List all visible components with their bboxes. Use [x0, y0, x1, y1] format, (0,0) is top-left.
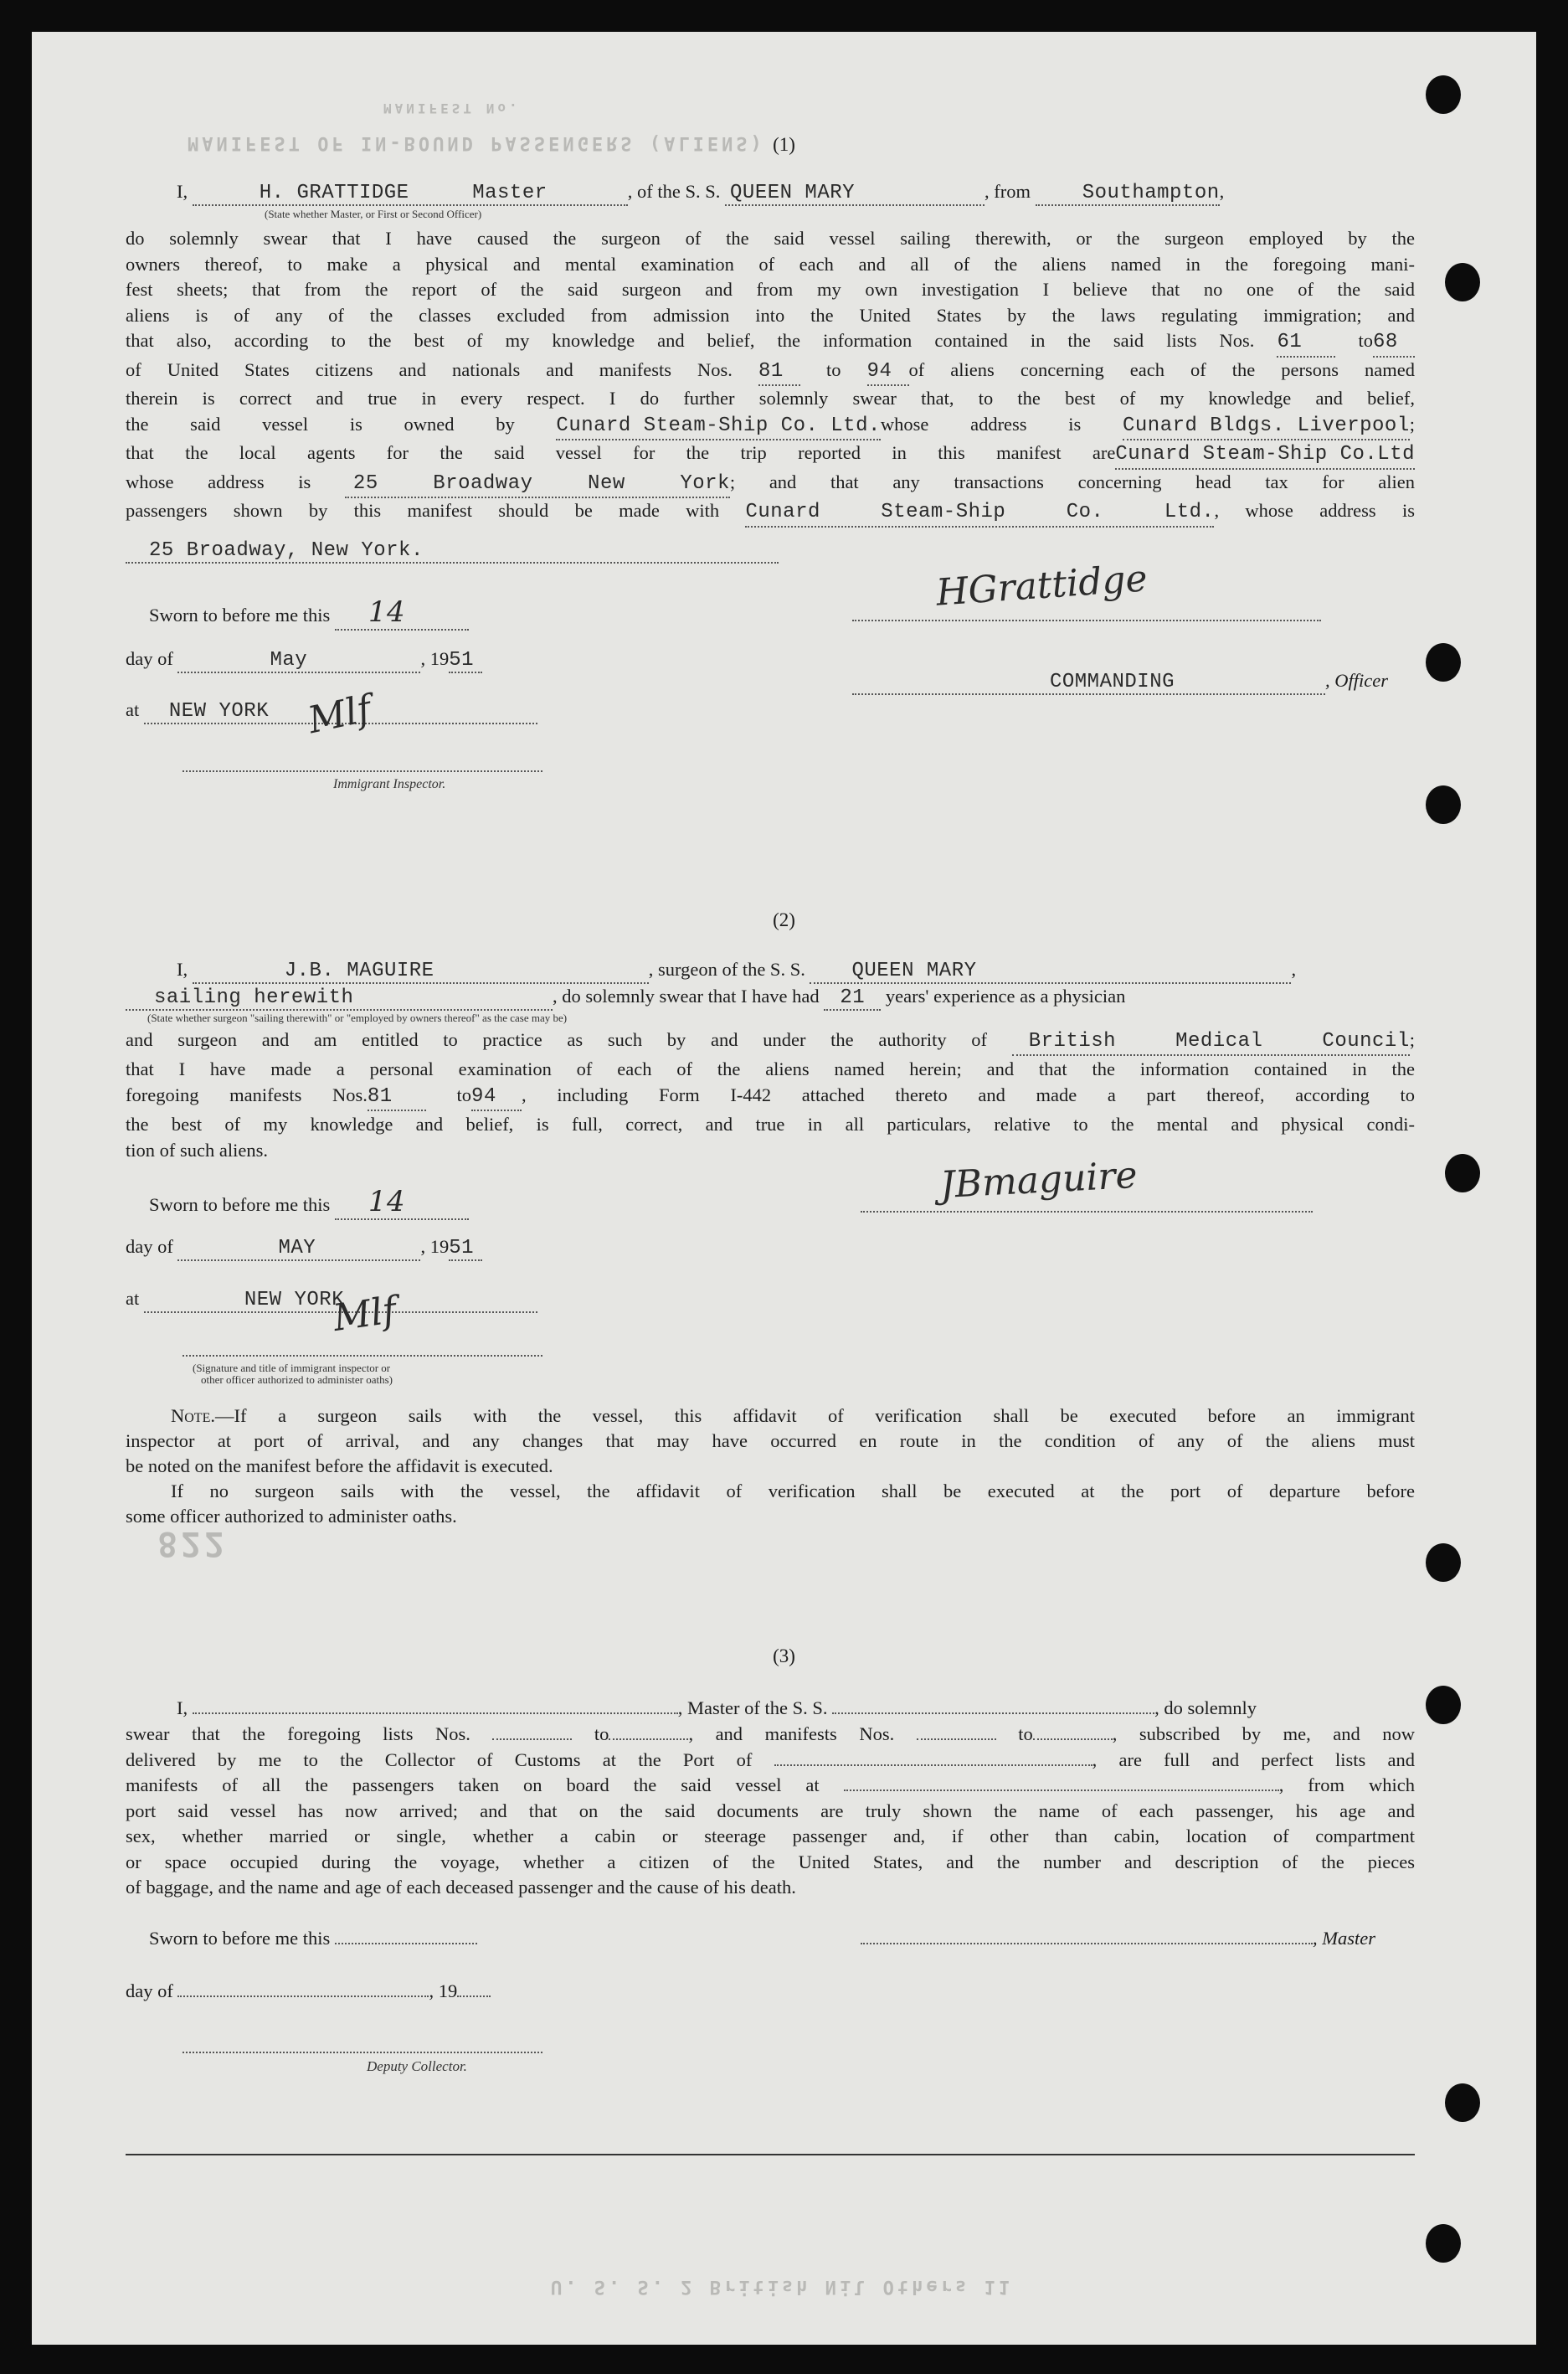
officer-label: , Officer: [1325, 670, 1388, 691]
manifests-to: 94: [866, 359, 892, 383]
s2-manifests-from: 81: [367, 1085, 393, 1108]
punch-hole: [1426, 1686, 1461, 1724]
s1-at-line: at NEW YORK: [126, 699, 537, 724]
punch-hole: [1426, 785, 1461, 824]
s2-note: Note.—If a surgeon sails with the vessel, this affidavit of verification shall be executed before an immigrant inspector at port of arrival, and any changes that may have occurred en route in the condition of any of the aliens must be noted on the manifest before the affidavit is executed. If no surgeon sails with the vessel, the affidavit of verification shall be executed at the port of departure before some officer authorized to administer oaths.: [126, 1405, 1415, 1527]
s1-inspector-signature: Mlf: [304, 687, 375, 743]
master-name: H. GRATTIDGE: [259, 182, 409, 204]
section-3-number: (3): [773, 1645, 795, 1666]
punch-hole: [1426, 643, 1461, 682]
master-signature: HGrattidge: [934, 557, 1149, 615]
s2-year: 51: [449, 1237, 475, 1259]
s2-sig-note-1: (Signature and title of immigrant inspector or: [193, 1362, 391, 1374]
head-tax-party: Cunard Steam-Ship Co. Ltd.: [745, 501, 1215, 523]
agent-address: 25 Broadway New York: [352, 471, 730, 495]
years-experience: 21: [840, 986, 866, 1009]
s2-sailing-note: (State whether surgeon "sailing therewith" or "employed by owners thereof" as the case may be): [147, 1012, 568, 1024]
practice-authority: British Medical Council: [1028, 1030, 1410, 1053]
s1-tax-address: [126, 538, 779, 564]
s2-manifests-to: 94: [471, 1085, 496, 1108]
s1-sworn-day: 14: [368, 595, 406, 629]
sailing-status: sailing herewith: [154, 986, 354, 1009]
s2-at-line: at NEW YORK: [126, 1288, 537, 1313]
surgeon-signature: JBmaguire: [938, 1153, 1139, 1208]
punch-hole: [1445, 263, 1480, 301]
s2-inspector-signature: Mlf: [330, 1288, 399, 1341]
vessel-owner: Cunard Steam-Ship Co. Ltd.: [556, 414, 881, 437]
s1-day-line: day of May , 1951: [126, 648, 482, 673]
officer-rank: COMMANDING: [1049, 671, 1175, 693]
s1-sworn-line: Sworn to before me this 14: [149, 595, 469, 631]
s2-ship-name: QUEEN MARY: [851, 960, 977, 982]
owner-address: Cunard Bldgs. Liverpool: [1122, 414, 1410, 437]
local-agent: Cunard Steam-Ship Co.Ltd: [1115, 443, 1415, 466]
s2-month: MAY: [278, 1237, 316, 1259]
s1-place: NEW YORK: [168, 700, 270, 723]
s1-paragraph: do solemnly swear that I have caused the surgeon of the said vessel sailing therewith, or the surgeon employed by the owners thereof, to make a physical and mental examination of each and all of the aliens named in the foregoing mani- fest sheets; that from the report of the said surgeon and from my own investigation I believe that no one of the said aliens is of any of the classes excluded from admission into the United States by the laws regulating immigration; and that also, according to the best of my knowledge and belief, the information contained in the said lists Nos. 61 to68 of United States citizens and nationals and manifests Nos. 81 to 94 of aliens concerning each of the persons named therein is correct and true in every respect. I do further solemnly swear that, to the best of my knowledge and belief, the said vessel is owned by Cunard Steam-Ship Co. Ltd.whose address is Cunard Bldgs. Liverpool; that the local agents for the said vessel for the trip reported in this manifest areCunard Steam-Ship Co.Ltd whose address is 25 Broadway New York; and that any transactions concerning head tax for alien passengers shown by this manifest should be made with Cunard Steam-Ship Co. Ltd., whose address is: [126, 226, 1415, 528]
surgeon-name: J.B. MAGUIRE: [284, 960, 434, 982]
master-title: Master: [472, 182, 548, 204]
section-2-number: (2): [773, 909, 795, 930]
punch-hole: [1426, 75, 1461, 114]
s1-month: May: [270, 649, 308, 672]
s1-inspector-label: Immigrant Inspector.: [333, 777, 446, 791]
punch-hole: [1426, 2224, 1461, 2263]
s1-line-1: I, H. GRATTIDGE Master , of the S. S. QUEEN MARY , from Southampton,: [177, 181, 1225, 204]
bleed-through-text: U. S. S. 2 British Nil Others 11: [551, 2276, 1013, 2297]
s2-sig-note-2: other officer authorized to administer oaths): [201, 1373, 393, 1386]
manifests-from: 81: [758, 359, 784, 383]
s3-paragraph: swear that the foregoing lists Nos. to , and manifests Nos. to , subscribed by me, and now delivered by me to the Collector of Customs at the Port of , are full and perfect lists and manifests of all the passengers taken on board the said vessel at , from which port said vessel has now arrived; and that on the said documents are truly shown the name of each passenger, his age and sex, whether married or single, whether a cabin or steerage passenger and, if other than cabin, location of compartment or space occupied during the voyage, whether a citizen of the United States, and the number and description of the pieces of baggage, and the name and age of each deceased passenger and the cause of his death.: [126, 1723, 1416, 1898]
s2-day-line: day of MAY , 1951: [126, 1236, 482, 1261]
s3-day-line: day of , 19: [126, 1980, 491, 2002]
s2-line-1: I, J.B. MAGUIRE , surgeon of the S. S. QUEEN MARY ,: [177, 959, 1297, 982]
punch-hole: [1445, 1154, 1480, 1192]
bleed-through-stamp: 822: [157, 1524, 229, 1563]
s1-officer-line: [852, 670, 1388, 695]
punch-hole: [1426, 1543, 1461, 1582]
lists-from: 61: [1277, 331, 1303, 353]
s1-title-note: (State whether Master, or First or Second Officer): [265, 208, 482, 220]
manifest-affidavit-page: [32, 32, 1536, 2345]
bleed-through-text: MANIFEST OF IN-BOUND PASSENGERS (ALIENS): [188, 132, 765, 153]
departure-port: Southampton: [1082, 182, 1220, 204]
s2-sworn-day: 14: [368, 1185, 406, 1218]
ship-name: QUEEN MARY: [730, 182, 856, 204]
lists-to: 68: [1373, 331, 1398, 353]
s2-paragraph: and surgeon and am entitled to practice as such by and under the authority of British Medical Council; that I have made a personal examination of each of the aliens named herein; and that the information contained in the foregoing manifests Nos.81 to94 , including Form I-442 attached thereto and made a part thereof, according to the best of my knowledge and belief, is full, correct, and true in all particulars, relative to the mental and physical condi- tion of such aliens.: [126, 1027, 1415, 1163]
s2-line-2: sailing herewith , do solemnly swear that I have had 21 years' experience as a physician: [126, 986, 1125, 1011]
s3-line-1: I, , Master of the S. S. , do solemnly: [177, 1697, 1257, 1718]
deputy-collector-label: Deputy Collector.: [367, 2058, 467, 2074]
head-tax-address: 25 Broadway, New York.: [149, 539, 424, 562]
s2-sworn-line: Sworn to before me this 14: [149, 1185, 469, 1220]
bleed-through-text: MANIFEST No.: [383, 100, 521, 116]
section-1-number: (1): [773, 134, 795, 155]
punch-hole: [1445, 2083, 1480, 2122]
s2-place: NEW YORK: [244, 1289, 345, 1311]
s1-year: 51: [449, 649, 475, 672]
s3-sworn-line: Sworn to before me this: [149, 1928, 477, 1949]
bottom-rule: [126, 2154, 1415, 2155]
s3-master-line: , Master: [861, 1928, 1375, 1949]
